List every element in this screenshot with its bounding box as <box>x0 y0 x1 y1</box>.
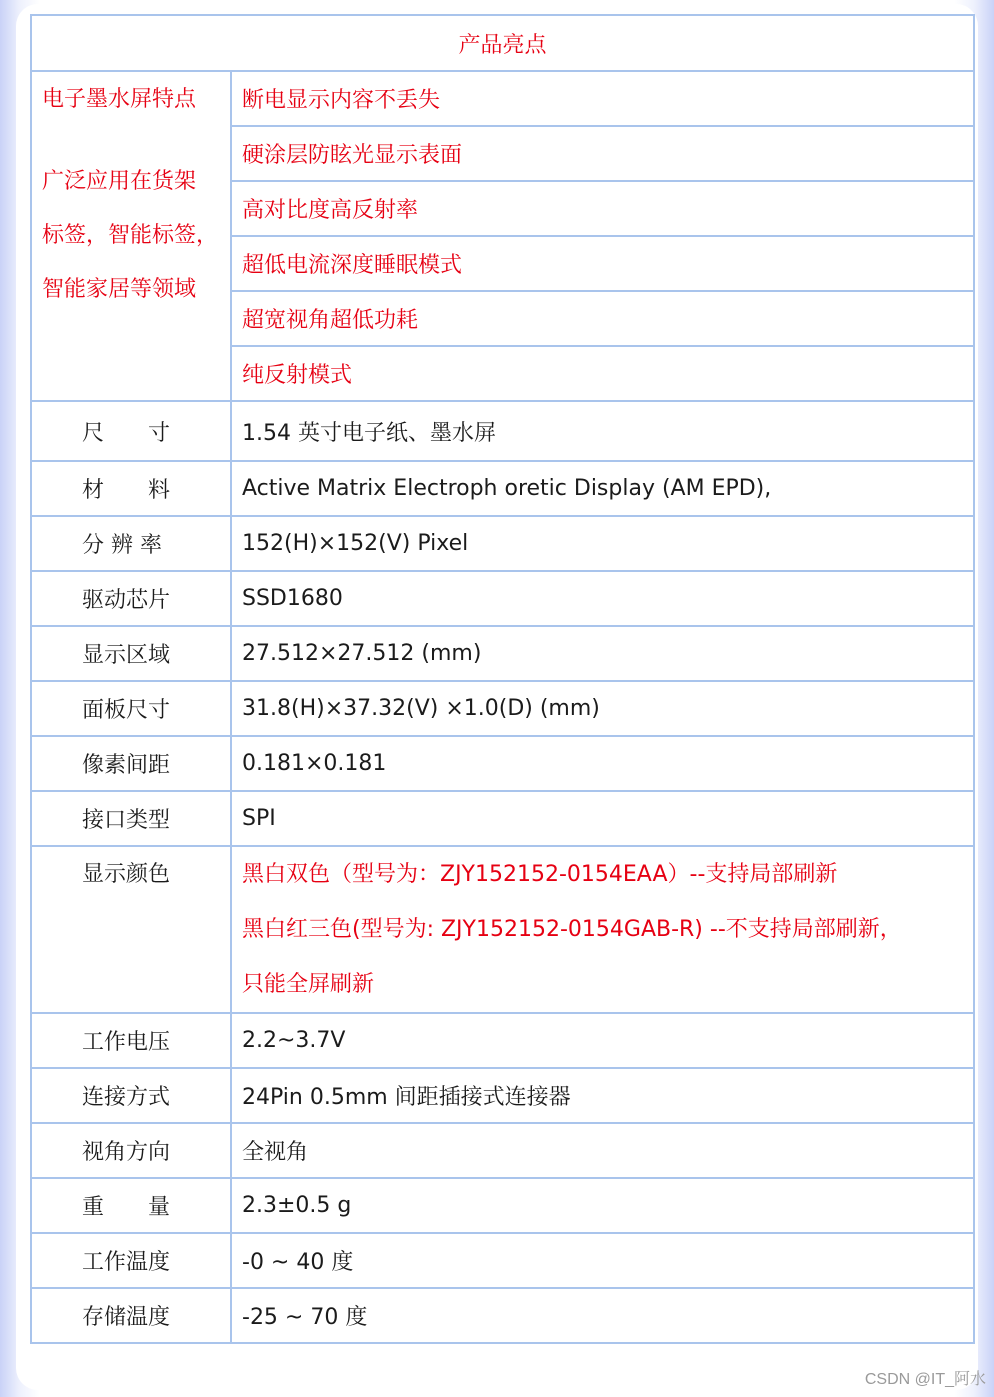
display-color-line: 只能全屏刷新 <box>242 972 375 997</box>
spec-row <box>31 681 974 736</box>
spec-row <box>31 1123 974 1178</box>
spec-value: 0.181×0.181 <box>231 736 974 791</box>
intro-line: 智能家居等领域 <box>42 277 197 302</box>
intro-line: 电子墨水屏特点 <box>42 87 197 112</box>
spec-value: 1.54 英寸电子纸、墨水屏 <box>231 401 974 461</box>
spec-row <box>31 1288 974 1343</box>
spec-row <box>31 626 974 681</box>
spec-label: 存储温度 <box>31 1288 231 1343</box>
feature-cell: 断电显示内容不丢失 <box>231 71 974 126</box>
spec-row <box>31 1068 974 1123</box>
spec-row <box>31 516 974 571</box>
feature-row <box>31 71 974 126</box>
spec-label: 重 量 <box>31 1178 231 1233</box>
feature-cell: 超低电流深度睡眠模式 <box>231 236 974 291</box>
intro-cell <box>31 71 231 401</box>
spec-row <box>31 791 974 846</box>
intro-line: 标签，智能标签， <box>42 223 219 248</box>
spec-table <box>30 14 975 1344</box>
spec-row <box>31 1233 974 1288</box>
spec-value: 2.3±0.5 g <box>231 1178 974 1233</box>
spec-value: -25 ~ 70 度 <box>231 1288 974 1343</box>
feature-cell: 硬涂层防眩光显示表面 <box>231 126 974 181</box>
spec-value: 24Pin 0.5mm 间距插接式连接器 <box>231 1068 974 1123</box>
spec-value: 全视角 <box>231 1123 974 1178</box>
spec-row <box>31 736 974 791</box>
spec-label: 像素间距 <box>31 736 231 791</box>
feature-cell: 高对比度高反射率 <box>231 181 974 236</box>
spec-row <box>31 401 974 461</box>
spec-row <box>31 1178 974 1233</box>
intro-line: 广泛应用在货架 <box>42 169 197 194</box>
table-title: 产品亮点 <box>31 15 974 71</box>
feature-cell: 超宽视角超低功耗 <box>231 291 974 346</box>
display-color-label: 显示颜色 <box>82 862 171 887</box>
display-color-line: 黑白红三色(型号为: ZJY152152-0154GAB-R) --不支持局部刷新， <box>242 917 902 942</box>
spec-label <box>31 846 231 1013</box>
spec-value: 31.8(H)×37.32(V) ×1.0(D) (mm) <box>231 681 974 736</box>
spec-row <box>31 461 974 516</box>
spec-label: 分 辨 率 <box>31 516 231 571</box>
spec-label: 材 料 <box>31 461 231 516</box>
spec-value: Active Matrix Electroph oretic Display (AM EPD), <box>231 461 974 516</box>
spec-label: 连接方式 <box>31 1068 231 1123</box>
watermark-text: CSDN @IT_阿水 <box>864 1371 986 1388</box>
spec-row-display-color <box>31 846 974 1013</box>
spec-row <box>31 571 974 626</box>
spec-label: 驱动芯片 <box>31 571 231 626</box>
spec-label: 视角方向 <box>31 1123 231 1178</box>
spec-label: 接口类型 <box>31 791 231 846</box>
spec-label: 尺 寸 <box>31 401 231 461</box>
spec-value: 2.2~3.7V <box>231 1013 974 1068</box>
spec-label: 工作电压 <box>31 1013 231 1068</box>
spec-value: SSD1680 <box>231 571 974 626</box>
spec-label: 显示区域 <box>31 626 231 681</box>
spec-label: 面板尺寸 <box>31 681 231 736</box>
spec-value: SPI <box>231 791 974 846</box>
spec-value <box>231 846 974 1013</box>
display-color-line: 黑白双色（型号为：ZJY152152-0154EAA）--支持局部刷新 <box>242 862 838 887</box>
feature-cell: 纯反射模式 <box>231 346 974 401</box>
spec-value: -0 ~ 40 度 <box>231 1233 974 1288</box>
spec-value: 27.512×27.512 (mm) <box>231 626 974 681</box>
table-header-row <box>31 15 974 71</box>
spec-value: 152(H)×152(V) Pixel <box>231 516 974 571</box>
spec-label: 工作温度 <box>31 1233 231 1288</box>
spec-row <box>31 1013 974 1068</box>
